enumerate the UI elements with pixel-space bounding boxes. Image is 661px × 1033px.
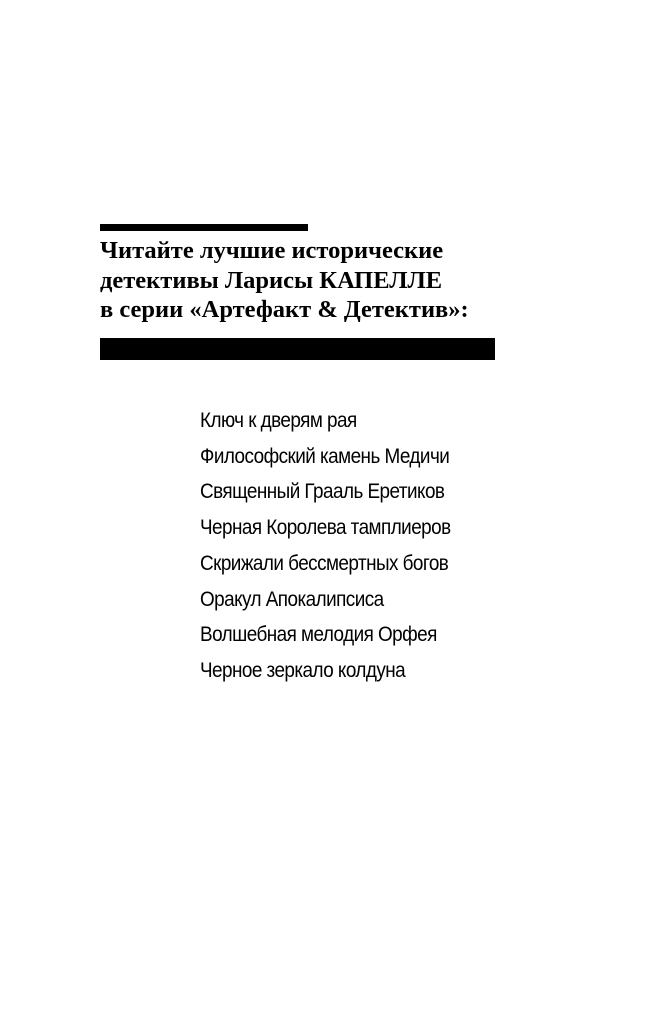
book-title-list [200,403,478,689]
book-title-item: Черное зеркало колдуна [200,658,406,682]
heading-line-1: Читайте лучшие исторические [100,237,444,264]
book-title-item: Волшебная мелодия Орфея [200,623,437,647]
book-title-item: Оракул Апокалипсиса [200,587,384,611]
series-heading [100,236,520,325]
book-title-item: Философский камень Медичи [200,444,450,468]
book-title-item: Скрижали бессмертных богов [200,551,449,575]
book-title-item: Ключ к дверям рая [200,409,357,432]
heading-line-3: в серии «Артефакт & Детектив»: [100,296,469,323]
book-title-item: Черная Королева тамплиеров [200,516,451,540]
top-divider-bar [100,224,308,231]
bottom-divider-bar [100,338,495,360]
book-title-item: Священный Грааль Еретиков [200,480,445,504]
heading-line-2: детективы Ларисы КАПЕЛЛЕ [100,266,443,294]
